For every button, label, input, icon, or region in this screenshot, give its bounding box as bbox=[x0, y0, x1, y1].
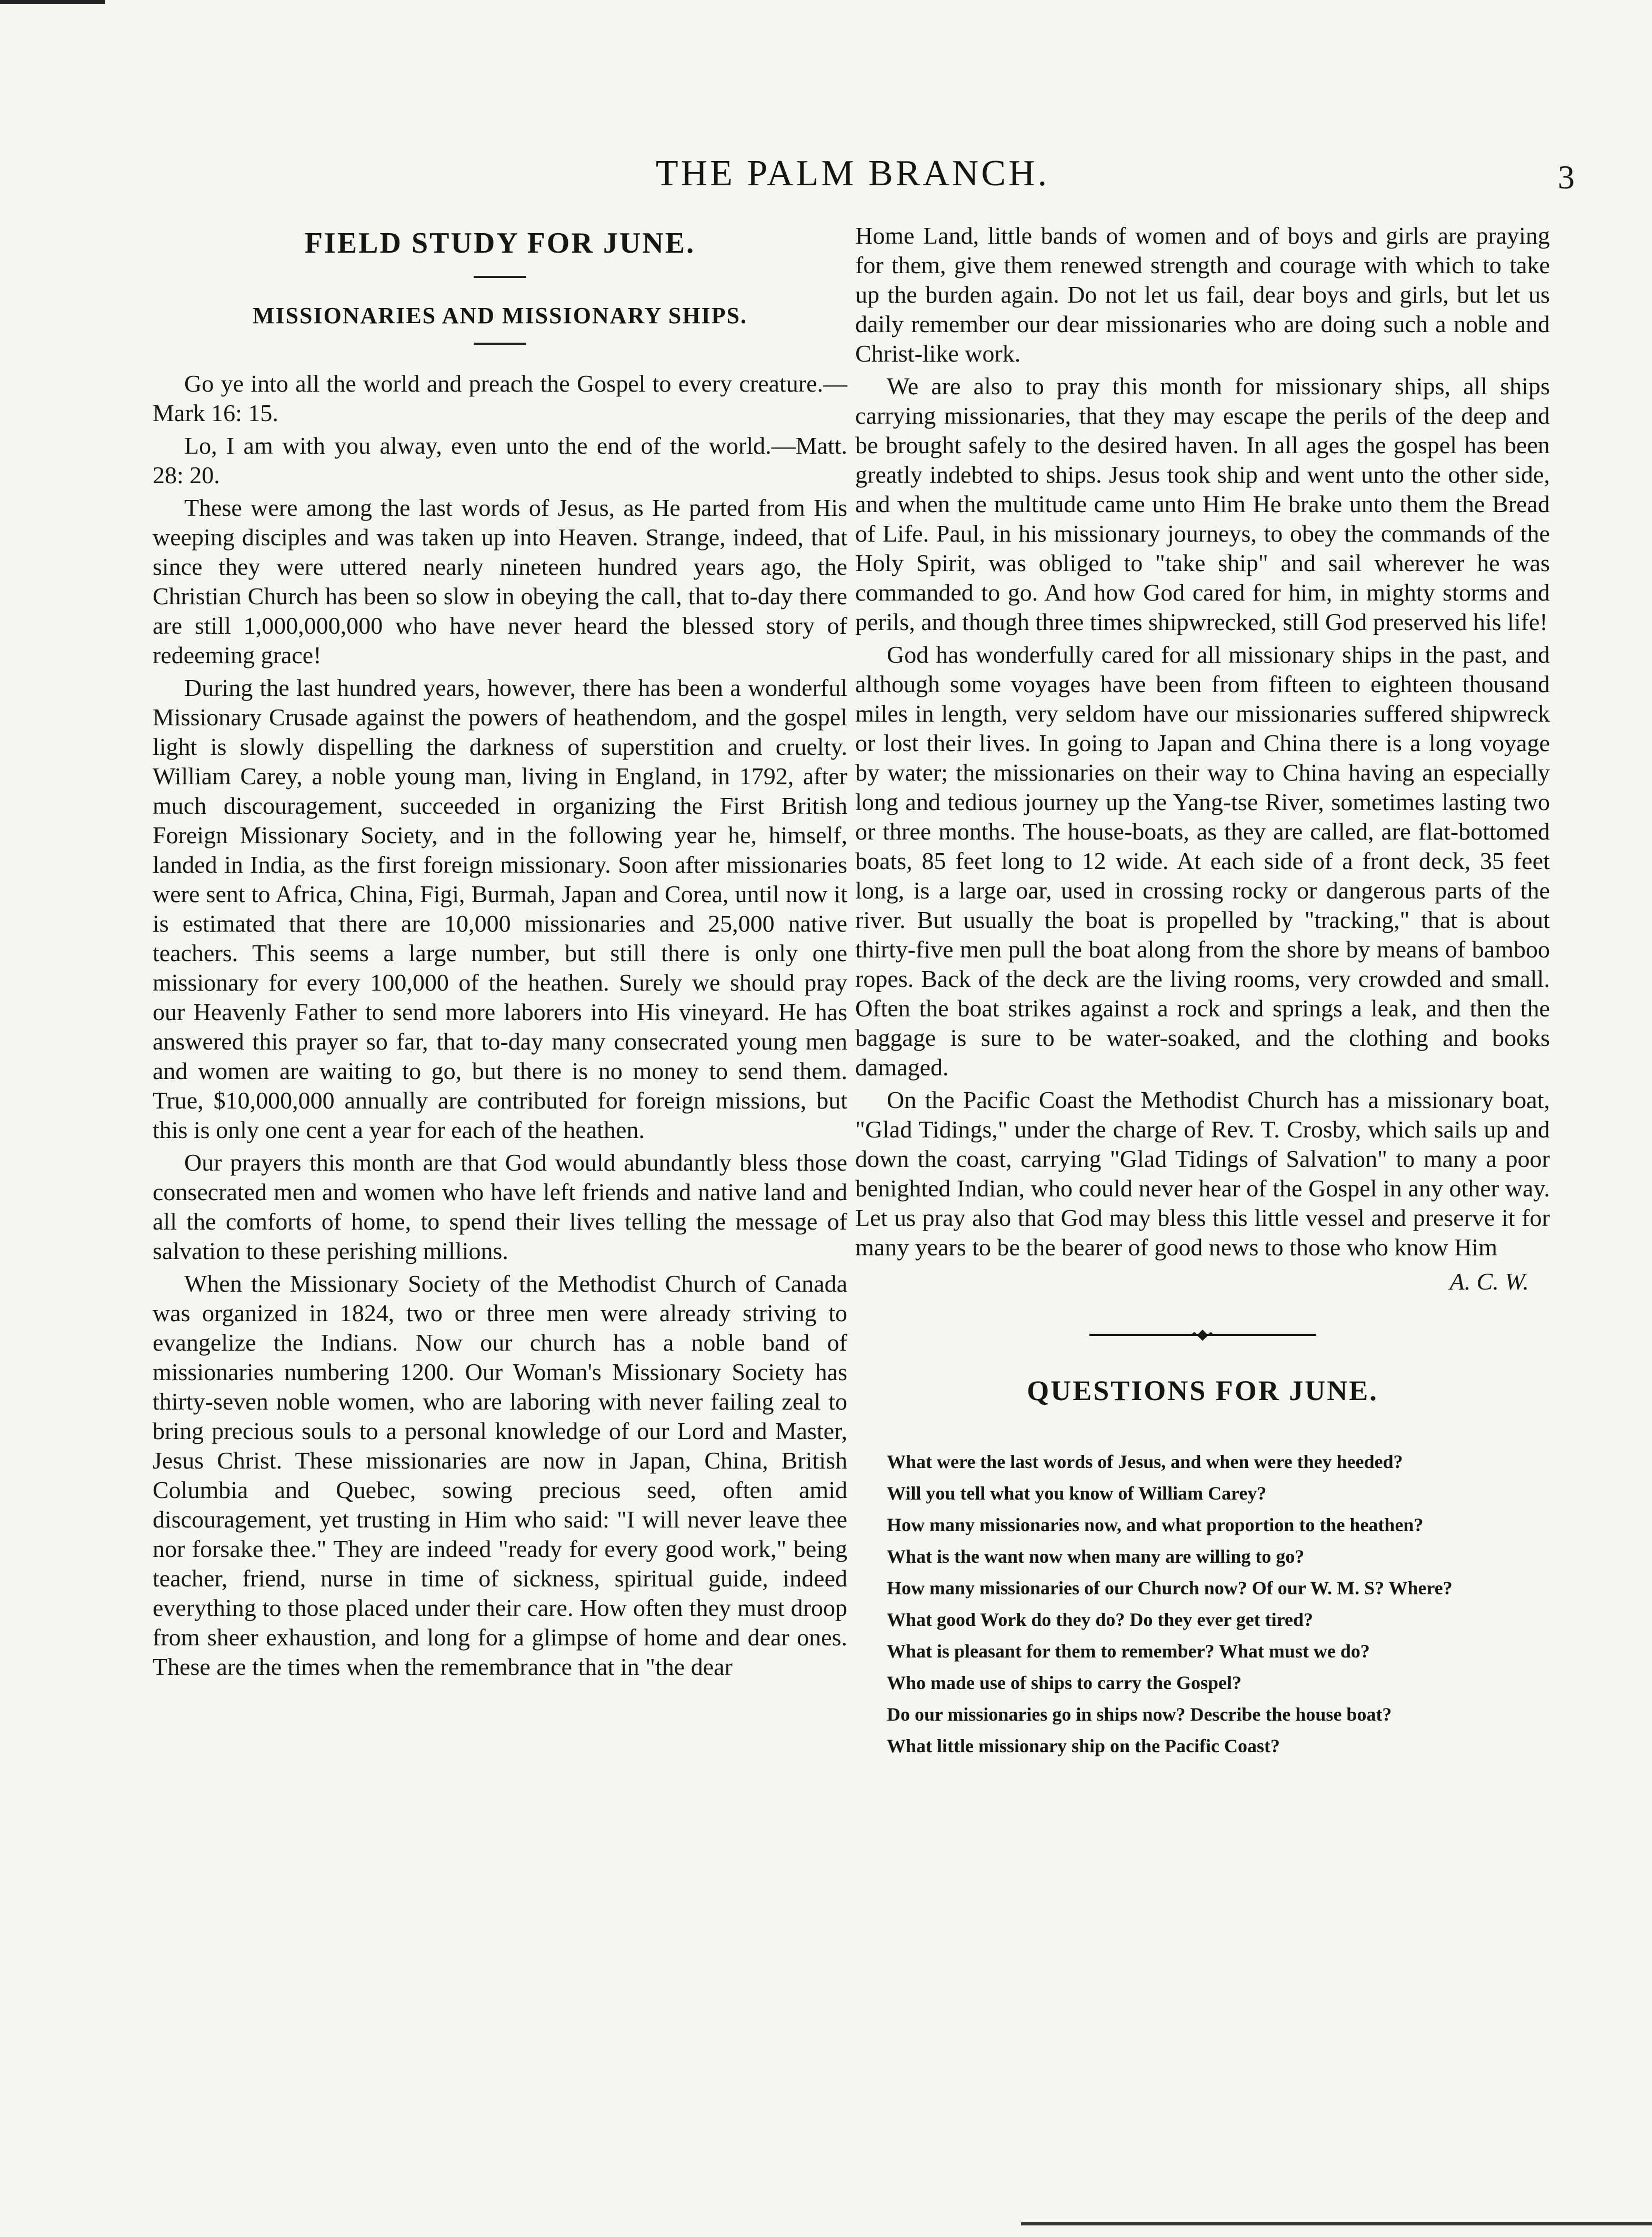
question-item: What good Work do they do? Do they ever get tired? bbox=[887, 1609, 1313, 1630]
questions-list bbox=[855, 1449, 1550, 1759]
ornament-glyph: •◆• bbox=[1192, 1326, 1214, 1343]
body-paragraph-continued: Home Land, little bands of women and of boys and girls are praying for them, give them renewed strength and courage with which to take up the burden again. Do not let us fail, dear boys and girls, but let us daily remember our dear missionaries who are doing such a noble and Christ-like work. bbox=[855, 222, 1550, 367]
body-paragraph: We are also to pray this month for missionary ships, all ships carrying missionaries, that they may escape the perils of the deep and be brought safely to the desired haven. In all ages the gospel has been greatly indebted to ships. Jesus took ship and went unto the other side, and when the multitude came unto Him He brake unto them the Bread of Life. Paul, in his missionary journeys, to obey the commands of the Holy Spirit, was obliged to "take ship" and sail wherever he was commanded to go. And how God cared for him, in mighty storms and perils, and though three times shipwrecked, still God preserved his life! bbox=[855, 373, 1550, 635]
body-paragraph: On the Pacific Coast the Methodist Church has a missionary boat, "Glad Tidings," under the charge of Rev. T. Crosby, which sails up and down the coast, carrying "Glad Tidings of Salvation" to many a poor benighted Indian, who could never hear of the Gospel in any other way. Let us pray also that God may bless this little vessel and preserve it for many years to be the bearer of good news to those who know Him bbox=[855, 1086, 1550, 1261]
right-column bbox=[855, 221, 1550, 1765]
body-paragraph: These were among the last words of Jesus, as He parted from His weeping disciples and was taken up into Heaven. Strange, indeed, that since they were uttered nearly nineteen hundred years ago, the Christian Church has been so slow in obeying the call, that to-day there are still 1,000,000,000 who have never heard the blessed story of redeeming grace! bbox=[153, 494, 847, 668]
ornament-divider bbox=[1089, 1327, 1316, 1343]
left-column bbox=[153, 221, 847, 1685]
question-item: How many missionaries now, and what proportion to the heathen? bbox=[887, 1514, 1424, 1535]
author-signature: A. C. W. bbox=[1449, 1268, 1529, 1295]
question-item: How many missionaries of our Church now? Of our W. M. S? Where? bbox=[887, 1577, 1453, 1599]
page-number: 3 bbox=[1558, 158, 1575, 196]
title-divider bbox=[474, 276, 526, 278]
subtitle-divider bbox=[474, 343, 526, 345]
question-item: Do our missionaries go in ships now? Describe the house boat? bbox=[887, 1704, 1392, 1725]
question-item: What is pleasant for them to remember? What must we do? bbox=[887, 1641, 1370, 1662]
body-paragraph: When the Missionary Society of the Methodist Church of Canada was organized in 1824, two or three men were already striving to evangelize the Indians. Now our church has a noble band of missionaries numbering 1200. Our Woman's Missionary Society has thirty-seven noble women, who are laboring with never failing zeal to bring precious souls to a personal knowledge of our Lord and Master, Jesus Christ. These missionaries are now in Japan, China, British Columbia and Quebec, sowing precious seed, often amid discouragement, yet trusting in Him who said: "I will never leave thee nor forsake thee." They are indeed "ready for every good work," being teacher, friend, nurse in time of sickness, spiritual guide, indeed everything to those placed under their care. How often they must droop from sheer exhaustion, and long for a glimpse of home and dear ones. These are the times when the remembrance that in "the dear bbox=[153, 1270, 847, 1680]
scripture-matthew: Lo, I am with you alway, even unto the end of the world.—Matt. 28: 20. bbox=[153, 432, 847, 488]
scripture-mark: Go ye into all the world and preach the Gospel to every creature.—Mark 16: 15. bbox=[153, 370, 847, 426]
bottom-edge-rule bbox=[1021, 2222, 1652, 2225]
section-title: FIELD STUDY FOR JUNE. bbox=[304, 227, 696, 259]
question-item: What were the last words of Jesus, and when were they heeded? bbox=[887, 1451, 1403, 1472]
question-item: What little missionary ship on the Pacific Coast? bbox=[887, 1735, 1280, 1756]
body-paragraph: During the last hundred years, however, there has been a wonderful Missionary Crusade against the powers of heathendom, and the gospel light is slowly dispelling the darkness of superstition and cruelty. William Carey, a noble young man, living in England, in 1792, after much discouragement, succeeded in organizing the First British Foreign Missionary Society, and in the following year he, himself, landed in India, as the first foreign missionary. Soon after missionaries were sent to Africa, China, Figi, Burmah, Japan and Corea, until now it is estimated that there are 10,000 missionaries and 25,000 native teachers. This seems a large number, but still there is only one missionary for every 100,000 of the heathen. Surely we should pray our Heavenly Father to send more laborers into His vineyard. He has answered this prayer so far, that to-day many consecrated young men and women are waiting to go, but there is no money to send them. True, $10,000,000 annually are contributed for foreign missions, but this is only one cent a year for each of the heathen. bbox=[153, 674, 847, 1143]
page-title: THE PALM BRANCH. bbox=[655, 153, 1050, 194]
body-paragraph: Our prayers this month are that God would abundantly bless those consecrated men and women who have left friends and native land and all the comforts of home, to spend their lives telling the message of salvation to these perishing millions. bbox=[153, 1149, 847, 1264]
body-paragraph: God has wonderfully cared for all missionary ships in the past, and although some voyages have been from fifteen to eighteen thousand miles in length, very seldom have our missionaries suffered shipwreck or lost their lives. In going to Japan and China there is a long voyage by water; the missionaries on their way to China having an especially long and tedious journey up the Yang-tse River, sometimes lasting two or three months. The house-boats, as they are called, are flat-bottomed boats, 85 feet long to 12 wide. At each side of a front deck, 35 feet long, is a large oar, used in crossing rocky or dangerous parts of the river. But usually the boat is propelled by "tracking," that is about thirty-five men pull the boat along from the shore by means of bamboo ropes. Back of the deck are the living rooms, very crowded and small. Often the boat strikes against a rock and springs a leak, and then the baggage is sure to be water-soaked, and the clothing and books damaged. bbox=[855, 641, 1550, 1081]
question-item: Who made use of ships to carry the Gospel? bbox=[887, 1672, 1241, 1693]
section-subtitle: MISSIONARIES AND MISSIONARY SHIPS. bbox=[252, 303, 748, 328]
questions-title: QUESTIONS FOR JUNE. bbox=[1027, 1375, 1378, 1406]
running-head bbox=[0, 153, 1652, 200]
question-item: Will you tell what you know of William Carey? bbox=[887, 1483, 1267, 1504]
question-item: What is the want now when many are willing to go? bbox=[887, 1546, 1305, 1567]
top-edge-rule bbox=[0, 0, 105, 4]
